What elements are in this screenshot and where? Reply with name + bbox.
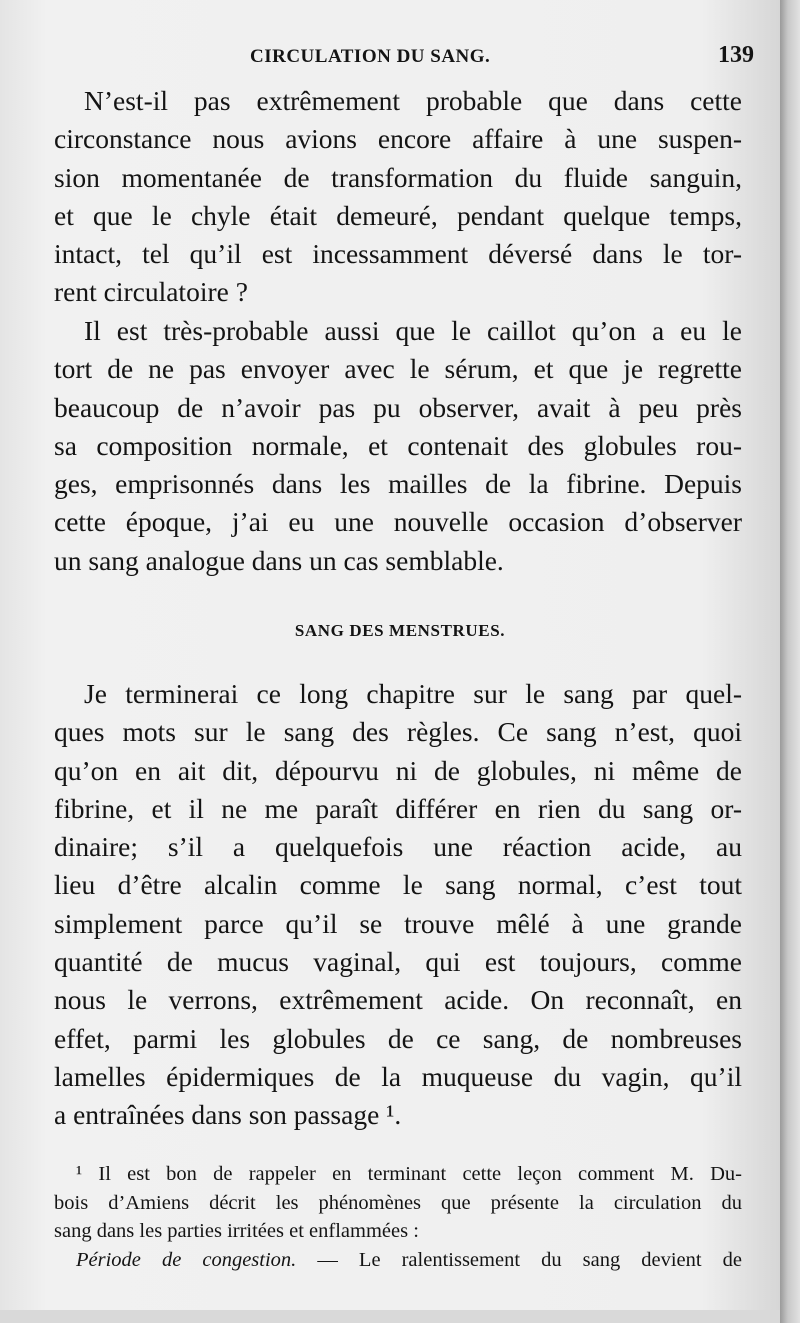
footnote bbox=[54, 1160, 742, 1274]
paragraph-3 bbox=[54, 675, 742, 1135]
text-line: nous le verrons, extrêmement acide. On reconnaît, en bbox=[54, 984, 742, 1016]
text-line: effet, parmi les globules de ce sang, de nombreuses bbox=[54, 1022, 742, 1054]
footnote-line: bois d’Amiens décrit les phénomènes que présente la circulation du bbox=[54, 1191, 742, 1214]
text-line: tort de ne pas envoyer avec le sérum, et que je regrette bbox=[54, 353, 742, 385]
paragraph-2 bbox=[54, 312, 742, 580]
page-number: 139 bbox=[718, 42, 754, 68]
footnote-line: sang dans les parties irritées et enflammées : bbox=[54, 1220, 419, 1242]
text-line: cette époque, j’ai eu une nouvelle occasion d’observer bbox=[54, 506, 742, 538]
text-line: simplement parce qu’il se trouve mêlé à une grande bbox=[54, 907, 742, 939]
section-heading: SANG DES MENSTRUES. bbox=[294, 621, 506, 640]
text-line: a entraînées dans son passage ¹. bbox=[54, 1099, 402, 1131]
text-line: circonstance nous avions encore affaire à une suspen- bbox=[54, 123, 742, 155]
text-line: N’est-il pas extrêmement probable que dans cette bbox=[84, 85, 742, 116]
text-line: et que le chyle était demeuré, pendant quelque temps, bbox=[54, 199, 742, 231]
text-line: Il est très-probable aussi que le caillot qu’on a eu le bbox=[84, 315, 742, 346]
page-edge-shadow bbox=[780, 0, 800, 1323]
text-line: sion momentanée de transformation du fluide sanguin, bbox=[54, 161, 742, 193]
text-line: Je terminerai ce long chapitre sur le sang par quel- bbox=[84, 678, 742, 709]
footnote-line-rest: — Le ralentissement du sang devient de bbox=[296, 1248, 743, 1271]
text-line: qu’on en ait dit, dépourvu ni de globules, ni même de bbox=[54, 754, 742, 786]
footnote-line bbox=[54, 1246, 742, 1275]
text-line: un sang analogue dans un cas semblable. bbox=[54, 544, 504, 576]
text-line: beaucoup de n’avoir pas pu observer, avait à peu près bbox=[54, 391, 742, 423]
running-head-title: CIRCULATION DU SANG. bbox=[250, 46, 491, 67]
text-line: rent circulatoire ? bbox=[54, 276, 248, 308]
paragraph-1 bbox=[54, 82, 742, 312]
text-line: quantité de mucus vaginal, qui est toujours, comme bbox=[54, 946, 742, 978]
text-line: intact, tel qu’il est incessamment déversé dans le tor- bbox=[54, 238, 742, 270]
text-line: lamelles épidermiques de la muqueuse du vagin, qu’il bbox=[54, 1060, 742, 1092]
text-line: dinaire; s’il a quelquefois une réaction acide, au bbox=[54, 831, 742, 863]
text-line: fibrine, et il ne me paraît différer en rien du sang or- bbox=[54, 792, 742, 824]
text-line: sa composition normale, et contenait des globules rou- bbox=[54, 429, 742, 461]
text-line: lieu d’être alcalin comme le sang normal, c’est tout bbox=[54, 869, 742, 901]
footnote-line: ¹ Il est bon de rappeler en terminant cette leçon comment M. Du- bbox=[76, 1163, 742, 1185]
text-line: ques mots sur le sang des règles. Ce sang n’est, quoi bbox=[54, 716, 742, 748]
footnote-italic-lead: Période de congestion. bbox=[76, 1248, 297, 1271]
text-line: ges, emprisonnés dans les mailles de la fibrine. Depuis bbox=[54, 468, 742, 500]
